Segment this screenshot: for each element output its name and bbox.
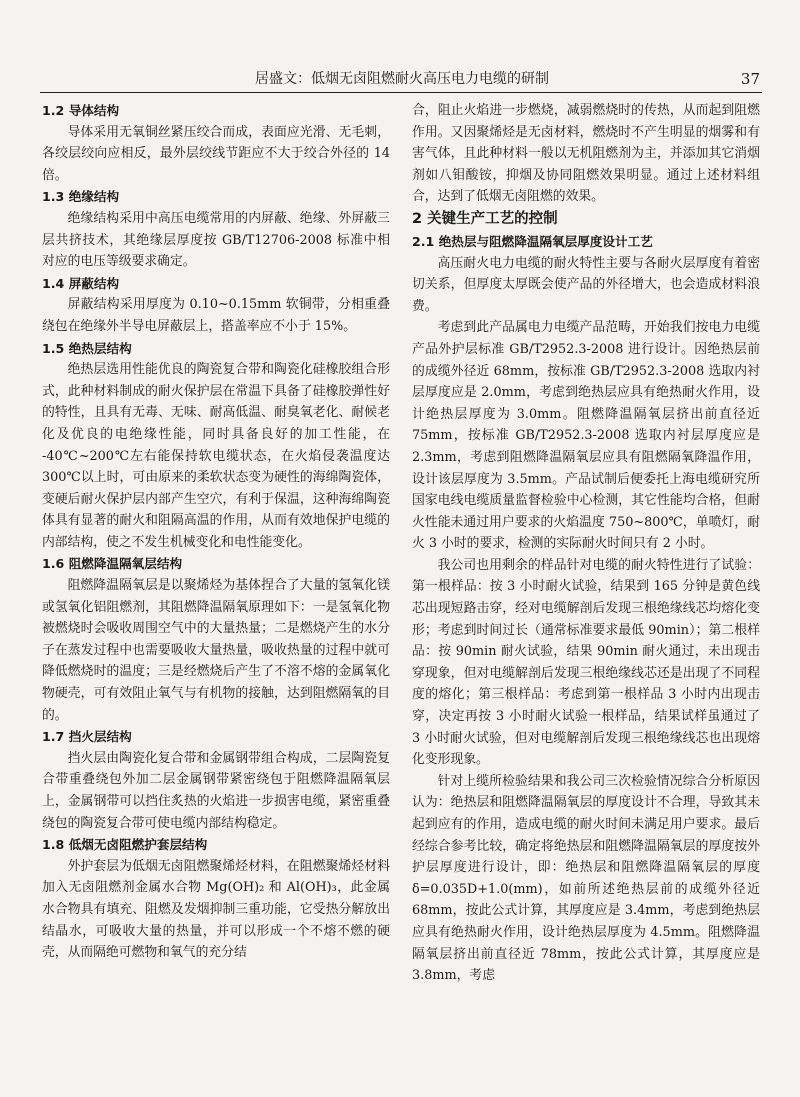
page-number: 37 xyxy=(740,70,760,88)
section-heading-1-3: 1.3 绝缘结构 xyxy=(42,189,120,205)
section-heading-1-7: 1.7 挡火层结构 xyxy=(42,729,132,745)
section-heading-1-6: 1.6 阻燃降温隔氧层结构 xyxy=(42,556,183,572)
paragraph: 绝缘结构采用中高压电缆常用的内屏蔽、绝缘、外屏蔽三层共挤技术，其绝缘层厚度按 GB/T12706-2008 标准中相对应的电压等级要求确定。 xyxy=(42,210,390,270)
section-heading-1-5: 1.5 绝热层结构 xyxy=(42,340,132,356)
paragraph: 考虑到此产品属电力电缆产品范畴，开始我们按电力电缆产品外护层标准 GB/T2952.3-2008 进行设计。因绝热层前的成缆外径近 68mm，按标准 GB/T2952.3-2008 选取内衬层厚度应是 2.0mm，考虑到绝热层应具有绝热耐火作用，设计绝热层厚度为 3.0mm。阻燃降温隔氧层挤出前直径近 75mm，按标准 GB/T2952.3-2008 选取内衬层厚度应是 2.3mm，考虑到阻燃降温隔氧层应具有阻燃隔氧降温作用，设计该层厚度为 3.5mm。产品试制后便委托上海电缆研究所国家电线电缆质量监督检验中心检测，其它性能均合格，但耐火性能未通过用户要求的火焰温度 750~800℃，单喷灯，耐火 3 小时的要求，检测的实际耐火时间只有 2 小时。 xyxy=(412,320,760,552)
section-heading-1-4: 1.4 屏蔽结构 xyxy=(42,275,120,291)
section-heading-1-8: 1.8 低烟无卤阻燃护套层结构 xyxy=(42,837,208,853)
paragraph: 导体采用无氧铜丝紧压绞合而成，表面应光滑、无毛刺，各绞层绞向应相反，最外层绞线节距应不大于绞合外径的 14 倍。 xyxy=(42,124,390,183)
running-header-title: 居盛文：低烟无卤阻燃耐火高压电力电缆的研制 xyxy=(255,71,549,87)
paragraph: 针对上缆所检验结果和我公司三次检验情况综合分析原因认为：绝热层和阻燃降温隔氧层的厚度设计不合理，导致其未起到应有的作用，造成电缆的耐火时间未满足用户要求。最后经综合参考比较，确定将绝热层和阻燃降温隔氧层的厚度按外护层厚度进行设计，即：绝热层和阻燃降温隔氧层的厚度 δ=0.035D+1.0(mm)，如前所述绝热层前的成缆外径近 68mm，按此公式计算，其厚度应是 3.4mm，考虑到绝热层应具有绝热耐火作用，设计绝热层厚度为 4.5mm。阻燃降温隔氧层挤出前直径近 78mm，按此公式计算，其厚度应是 3.8mm，考虑 xyxy=(412,773,760,984)
paragraph: 绝热层选用性能优良的陶瓷复合带和陶瓷化硅橡胶组合形式，此种材料制成的耐火保护层在常温下具备了硅橡胶弹性好的特性，且具有无毒、无味、耐高低温、耐臭氧老化、耐候老化及优良的电绝缘性能，同时具备良好的加工性能，在 -40℃~200℃左右能保持软电缆状态，在火焰侵袭温度达 300℃以上时，可由原来的柔软状态变为硬性的海绵陶瓷体，变硬后耐火保护层内部产生空穴，有利于保温，这种海绵陶瓷体具有显著的耐火和阻隔高温的作用，从而有效地保护电缆的内部结构，使之不发生机械变化和电性能变化。 xyxy=(42,362,390,550)
paragraph: 屏蔽结构采用厚度为 0.10~0.15mm 软铜带，分相重叠绕包在绝缘外半导电屏蔽层上，搭盖率应不小于 15%。 xyxy=(42,297,390,334)
paragraph: 高压耐火电力电缆的耐火特性主要与各耐火层厚度有着密切关系，但厚度太厚既会使产品的外径增大，也会造成材料浪费。 xyxy=(412,255,760,314)
section-heading-2: 2 关键生产工艺的控制 xyxy=(412,210,558,227)
paragraph: 外护套层为低烟无卤阻燃聚烯烃材料，在阻燃聚烯烃材料加入无卤阻燃剂金属水合物 Mg(OH)₂ 和 Al(OH)₃，此金属水合物具有填充、阻燃及发烟抑制三重功能，它受热分解放出结晶水，可吸收大量的热量，并可以形成一个不熔不燃的硬壳，从而隔绝可燃物和氧气的充分结 xyxy=(42,858,390,961)
section-heading-1-2: 1.2 导体结构 xyxy=(42,103,120,118)
paragraph-continuation: 合，阻止火焰进一步燃烧，减弱燃烧时的传热，从而起到阻燃作用。又因聚烯烃是无卤材料，燃烧时不产生明显的烟雾和有害气体，且此种材料一般以无机阻燃剂为主，并添加其它消烟剂如八钼酸铵，抑烟及协同阻燃效果明显。通过上述材料组合，达到了低烟无卤阻燃的效果。 xyxy=(412,103,760,205)
paragraph: 我公司也用剩余的样品针对电缆的耐火特性进行了试验：第一根样品：按 3 小时耐火试验，结果到 165 分钟是黄色线芯出现短路击穿，经对电缆解剖后发现三根绝缘线芯均熔化变形；考虑到时间过长（通常标准要求最低 90min）；第二根样品：按 90min 耐火试验，结果 90min 耐火通过，未出现击穿现象，但对电缆解剖后发现三根绝缘线芯还是出现了不同程度的熔化；第三根样品：考虑到第一根样品 3 小时内出现击穿，决定再按 3 小时耐火试验一根样品，结果试样虽通过了 3 小时耐火试验，但对电缆解剖后发现三根绝缘线芯也出现熔化变形现象。 xyxy=(412,557,760,768)
paragraph: 阻燃降温隔氧层是以聚烯烃为基体捏合了大量的氢氧化镁或氢氧化铝阻燃剂，其阻燃降温隔氧原理如下：一是氢氧化物被燃烧时会吸收周围空气中的大量热量；二是燃烧产生的水分子在蒸发过程中也需要吸收大量热量，吸收热量的过程中就可降低燃烧时的温度；三是经燃烧后产生了不溶不熔的金属氧化物硬壳，可有效阻止氧气与有机物的接触，达到阻燃隔氧的目的。 xyxy=(42,578,390,723)
right-column xyxy=(412,100,760,987)
header-rule xyxy=(40,92,762,93)
section-heading-2-1: 2.1 绝热层与阻燃降温隔氧层厚度设计工艺 xyxy=(412,233,653,249)
paragraph: 挡火层由陶瓷化复合带和金属钢带组合构成，二层陶瓷复合带重叠绕包外加二层金属钢带紧密绕包于阻燃降温隔氧层上，金属钢带可以挡住炙热的火焰进一步损害电缆，紧密重叠绕包的陶瓷复合带可使电缆内部结构稳定。 xyxy=(42,750,390,831)
left-column xyxy=(42,100,390,964)
